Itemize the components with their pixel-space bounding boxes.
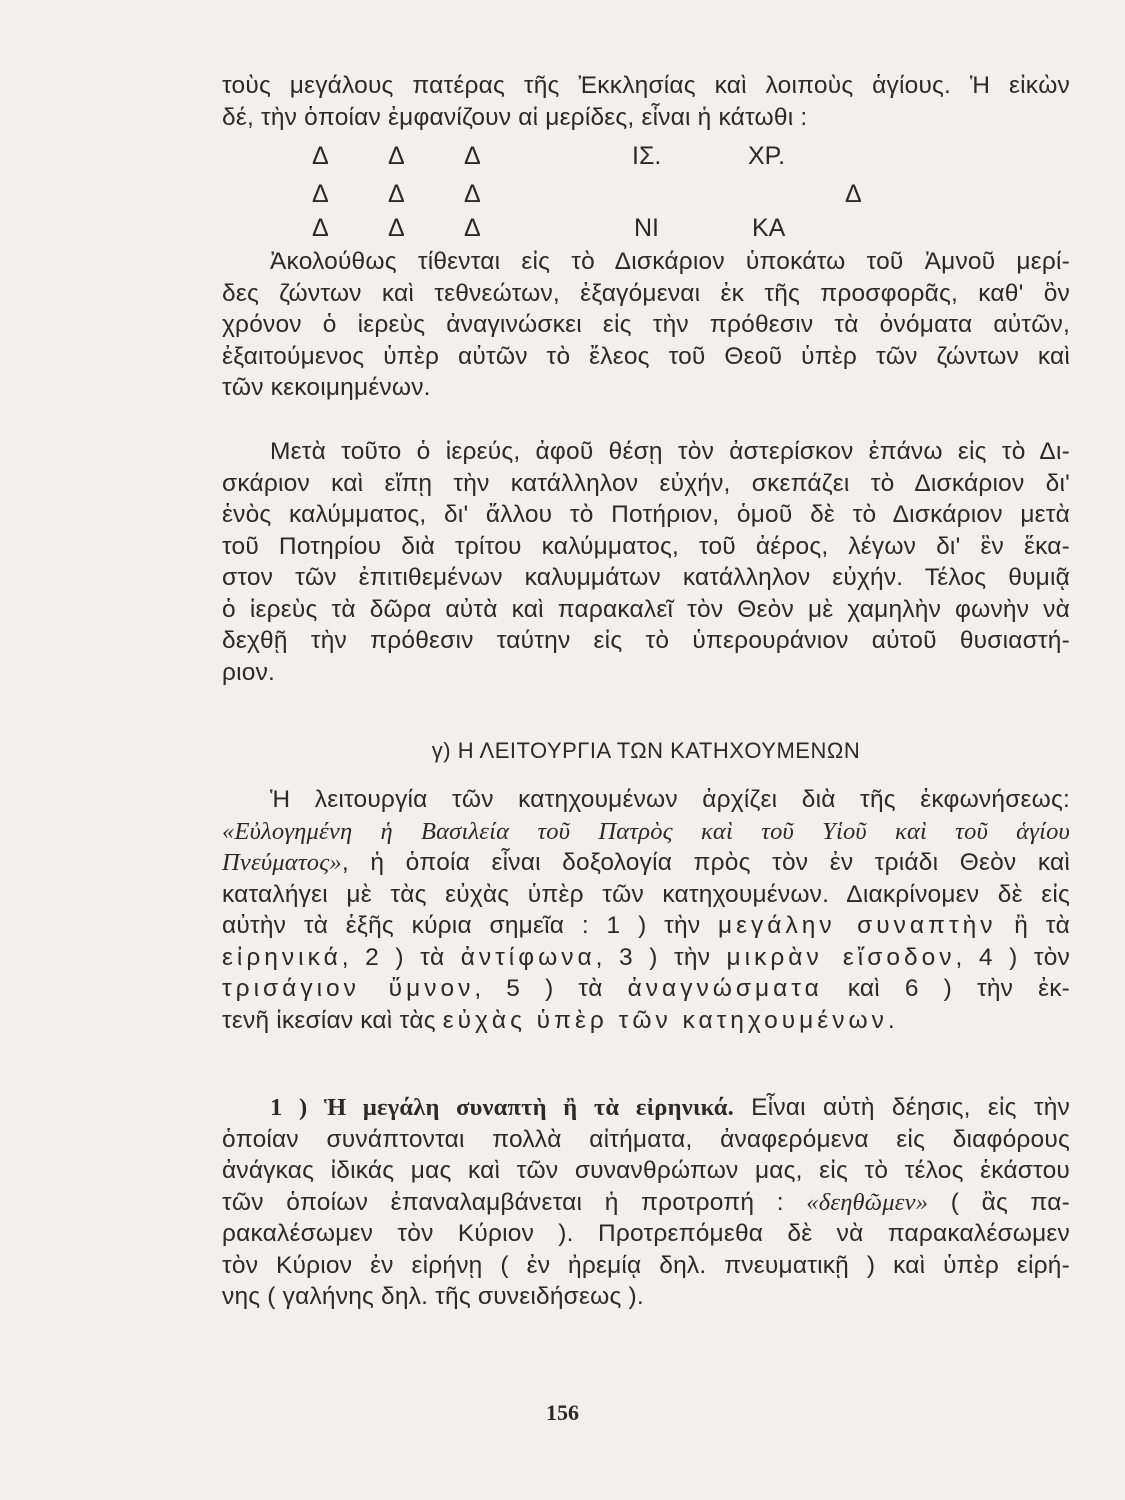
text-fragment: , 3 ) τὴν xyxy=(595,943,727,971)
diagram-label-ka: ΚΑ xyxy=(752,214,786,242)
italic-quote: «δεηθῶμεν» xyxy=(806,1188,929,1216)
diagram-label-is: ΙΣ. xyxy=(632,142,662,170)
diagram-label-ni: ΝΙ xyxy=(634,214,659,242)
text-line: σκάριον καὶ εἴπῃ τὴν κατάλληλον εὐχήν, σκεπάζει τὸ Δισκάριον δι' xyxy=(222,469,1070,497)
spaced-term: εὐχὰς ὑπὲρ τῶν κατηχουμένων xyxy=(442,1006,888,1034)
diagram-delta: Δ xyxy=(312,214,329,242)
text-line xyxy=(222,1092,1070,1124)
portions-diagram xyxy=(0,0,1125,260)
text-fragment: . xyxy=(887,1006,895,1034)
diagram-label-xr: ΧΡ. xyxy=(748,142,786,170)
text-fragment: αὐτὴν τὰ ἑξῆς κύρια σημεῖα : 1 ) τὴν xyxy=(222,912,719,939)
text-fragment: , 2 ) τὰ xyxy=(341,943,461,971)
text-line: ἐξαιτούμενος ὑπὲρ αὐτῶν τὸ ἔλεος τοῦ Θεοῦ ὑπὲρ τῶν ζώντων καὶ xyxy=(222,342,1070,370)
text-fragment: , 5 ) τὰ xyxy=(474,975,628,1002)
text-line xyxy=(222,847,1070,879)
paragraph-megali-synapti xyxy=(222,1092,1070,1313)
text-line: ὁ ἱερεὺς τὰ δῶρα αὐτὰ καὶ παρακαλεῖ τὸν Θεὸν μὲ χαμηλὴν φωνὴν νὰ xyxy=(222,595,1070,623)
diagram-delta: Δ xyxy=(464,180,481,208)
italic-quote-line: «Εὐλογημένη ἡ Βασιλεία τοῦ Πατρὸς καὶ τοῦ Υἱοῦ καὶ τοῦ ἁγίου xyxy=(222,817,1070,845)
text-fragment: , 4 ) τὸν xyxy=(955,943,1070,971)
text-line xyxy=(222,942,1070,974)
diagram-delta: Δ xyxy=(312,180,329,208)
text-line: δέ, τὴν ὁποίαν ἐμφανίζουν αἱ μερίδες, εἶναι ἡ κάτωθι : xyxy=(222,103,808,131)
subsection-title: 1 ) Ἡ μεγάλη συναπτὴ ἢ τὰ εἰρηνικά. xyxy=(270,1094,734,1121)
spaced-term: μικρὰν εἴσοδον xyxy=(726,943,956,971)
diagram-delta-right: Δ xyxy=(845,180,862,208)
text-fragment: Εἶναι αὐτὴ δέησις, εἰς τὴν xyxy=(733,1094,1070,1121)
page-number: 156 xyxy=(546,1400,579,1425)
text-line xyxy=(222,1187,1070,1219)
text-line: τοῦ Ποτηρίου διὰ τρίτου καλύμματος, τοῦ ἀέρος, λέγων δι' ἓν ἕκα- xyxy=(222,532,1070,560)
text-line: στον τῶν ἐπιτιθεμένων καλυμμάτων κατάλληλον εὐχήν. Τέλος θυμιᾷ xyxy=(222,564,1070,591)
text-line: ρακαλέσωμεν τὸν Κύριον ). Προτρεπόμεθα δὲ νὰ παρακαλέσωμεν xyxy=(222,1220,1070,1247)
diagram-delta: Δ xyxy=(388,180,405,208)
text-fragment: τῶν ὁποίων ἐπαναλαμβάνεται ἡ προτροπή : xyxy=(222,1188,807,1216)
paragraph-meta xyxy=(222,436,1070,688)
text-line: νης ( γαλήνης δηλ. τῆς συνειδήσεως ). xyxy=(222,1283,644,1310)
text-fragment: ἢ τὰ xyxy=(996,912,1070,939)
paragraph-leitourgia xyxy=(222,784,1070,1036)
text-line: Ἡ λειτουργία τῶν κατηχουμένων ἀρχίζει διὰ τῆς ἐκφωνήσεως: xyxy=(270,786,1070,813)
diagram-delta: Δ xyxy=(388,214,405,242)
text-fragment: ( ἂς πα- xyxy=(928,1188,1070,1216)
spaced-term: τρισάγιον ὕμνον xyxy=(222,975,475,1002)
text-line: τῶν κεκοιμημένων. xyxy=(222,374,431,401)
text-line: χρόνον ὁ ἱερεὺς ἀναγινώσκει εἰς τὴν πρόθεσιν τὰ ὀνόματα αὐτῶν, xyxy=(222,311,1070,338)
text-line xyxy=(222,1005,1070,1037)
text-line: Μετὰ τοῦτο ὁ ἱερεύς, ἀφοῦ θέσῃ τὸν ἀστερίσκον ἐπάνω εἰς τὸ Δι- xyxy=(270,438,1070,465)
text-line: δεχθῇ τὴν πρόθεσιν ταύτην εἰς τὸ ὑπερουράνιον αὐτοῦ θυσιαστή- xyxy=(222,627,1070,654)
text-fragment: , ἡ ὁποία εἶναι δοξολογία πρὸς τὸν ἐν τριάδι Θεὸν καὶ xyxy=(341,849,1070,876)
paragraph-akolouthos xyxy=(222,246,1070,404)
text-line xyxy=(222,910,1070,942)
section-heading: γ) Η ΛΕΙΤΟΥΡΓΙΑ ΤΩΝ ΚΑΤΗΧΟΥΜΕΝΩΝ xyxy=(431,738,861,763)
diagram-delta: Δ xyxy=(464,142,481,170)
diagram-delta: Δ xyxy=(388,142,405,170)
text-fragment: τενῆ ἱκεσίαν καὶ τὰς xyxy=(222,1006,443,1034)
text-line: Ἀκολούθως τίθενται εἰς τὸ Δισκάριον ὑποκάτω τοῦ Ἀμνοῦ μερί- xyxy=(270,248,1070,275)
spaced-term: μεγάλην συναπτὴν xyxy=(718,912,997,939)
spaced-term: ἀντίφωνα xyxy=(460,943,596,971)
spaced-term: εἰρηνικά xyxy=(222,943,342,971)
text-line: τὸν Κύριον ἐν εἰρήνῃ ( ἐν ἠρεμίᾳ δηλ. πνευματικῇ ) καὶ ὑπὲρ εἰρή- xyxy=(222,1251,1070,1279)
text-line: καταλήγει μὲ τὰς εὐχὰς ὑπὲρ τῶν κατηχουμένων. Διακρίνομεν δὲ εἰς xyxy=(222,880,1070,908)
text-fragment: καὶ 6 ) τὴν ἐκ- xyxy=(822,975,1071,1002)
spaced-term: ἀναγνώσματα xyxy=(627,975,823,1002)
text-line: δες ζώντων καὶ τεθνεώτων, ἐξαγόμεναι ἐκ τῆς προσφορᾶς, καθ' ὃν xyxy=(222,279,1070,307)
text-line: ἑνὸς καλύμματος, δι' ἄλλου τὸ Ποτήριον, ὁμοῦ δὲ τὸ Δισκάριον μετὰ xyxy=(222,501,1070,528)
italic-quote: Πνεύματος» xyxy=(222,849,342,876)
text-line: ἀνάγκας ἰδικάς μας καὶ τῶν συνανθρώπων μας, εἰς τὸ τέλος ἑκάστου xyxy=(222,1157,1070,1184)
text-line: τοὺς μεγάλους πατέρας τῆς Ἐκκλησίας καὶ λοιποὺς ἁγίους. Ἡ εἰκὼν xyxy=(222,72,1070,99)
diagram-delta: Δ xyxy=(312,142,329,170)
text-line: ριον. xyxy=(222,658,276,686)
text-line: ὁποίαν συνάπτονται πολλὰ αἰτήματα, ἀναφερόμενα εἰς διαφόρους xyxy=(222,1125,1070,1153)
text-line xyxy=(222,973,1070,1005)
diagram-delta: Δ xyxy=(464,214,481,242)
